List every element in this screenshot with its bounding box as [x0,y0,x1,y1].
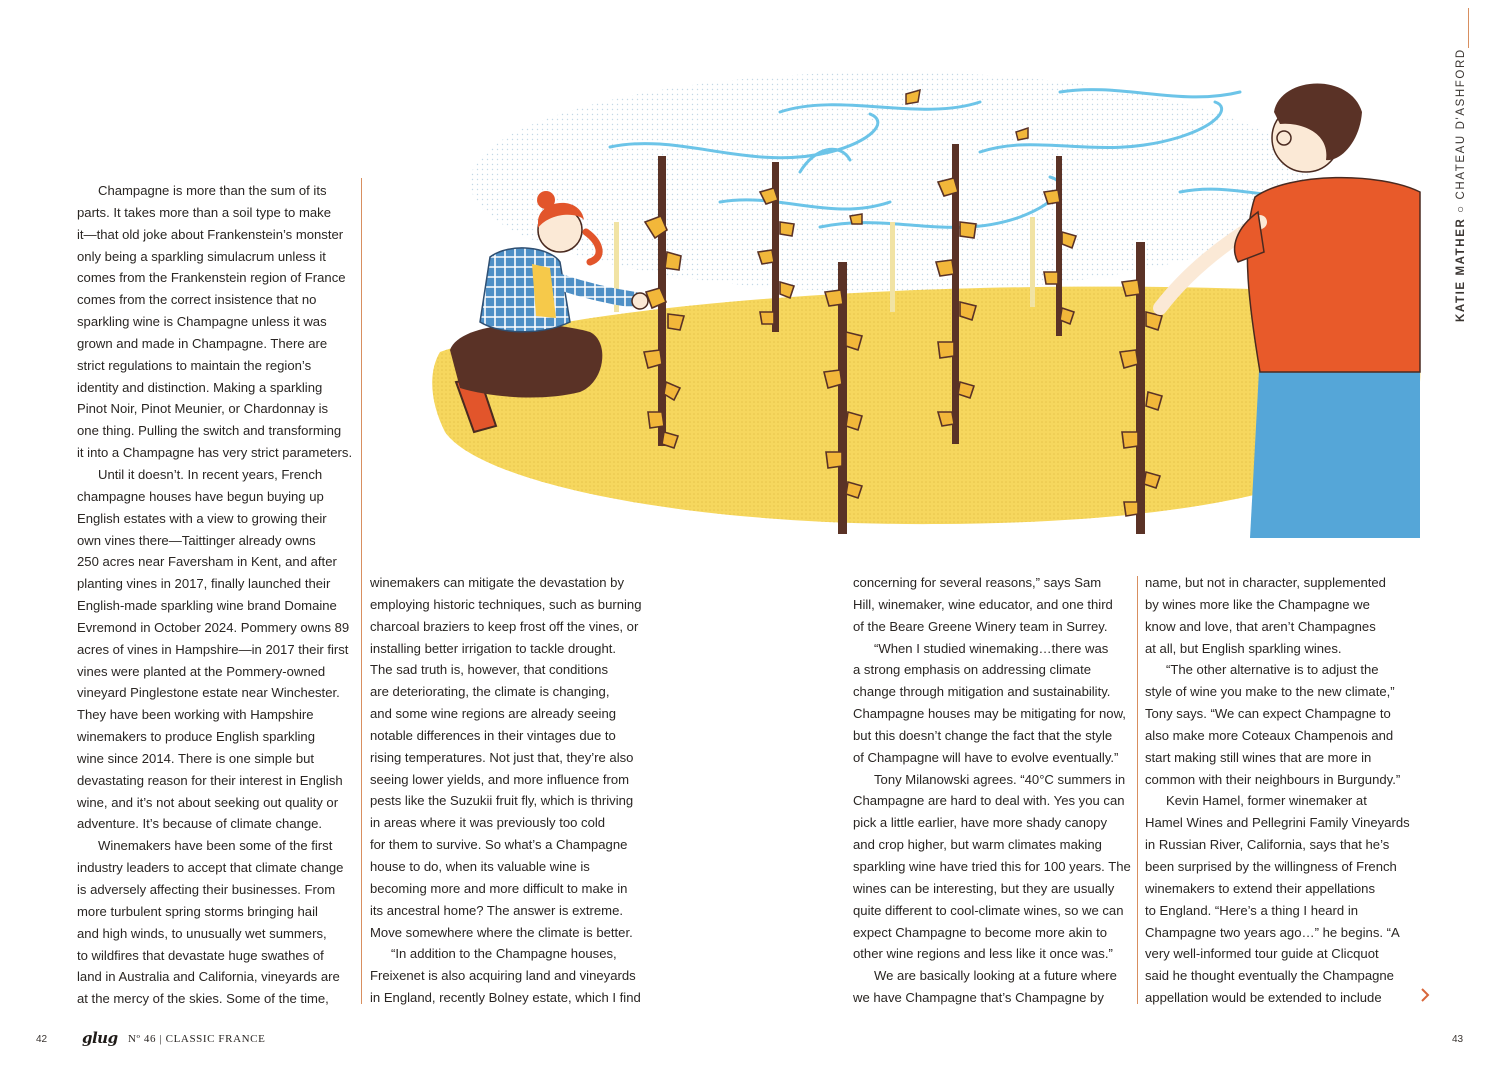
text-line: Tony Milanowski agrees. “40°C summers in [874,771,1126,787]
text-line: pests like the Suzukii fruit fly, which is thriving [370,793,634,809]
text-line: planting vines in 2017, finally launched their [77,576,331,592]
text-line: one thing. Pulling the switch and transforming [77,423,342,439]
paragraph [1145,790,1428,1008]
text-line: comes from the correct insistence that no [77,292,317,308]
text-line: charcoal braziers to keep frost off the vines, or [370,618,639,634]
text-line: installing better irrigation to tackle drought. [370,640,617,656]
text-line: in England, recently Bolney estate, which I find [370,990,641,1006]
text-line: We are basically looking at a future where [874,968,1117,984]
text-line: Hill, winemaker, wine educator, and one third [853,596,1113,612]
text-line: Kevin Hamel, former winemaker at [1166,793,1367,809]
text-line: Freixenet is also acquiring land and vineyards [370,968,636,984]
text-line: adventure. It’s because of climate change. [77,816,323,832]
text-line: in Russian River, California, says that he’s [1145,837,1390,853]
text-line: and high winds, to unusually wet summers, [77,925,327,941]
text-line: sparkling wine have tried this for 100 years. The [853,858,1131,874]
column-rule-3 [1137,576,1138,1004]
paragraph [853,572,1136,638]
text-line: strict regulations to maintain the region’s [77,357,312,373]
text-line: The sad truth is, however, that conditions [370,662,609,678]
text-line: more turbulent spring storms bringing hail [77,903,318,919]
text-line: we have Champagne that’s Champagne by [853,990,1104,1006]
section-name: CLASSIC FRANCE [165,1033,266,1045]
text-line: Champagne two years ago…” he begins. “A [1145,924,1400,940]
text-line: Tony says. “We can expect Champagne to [1145,706,1391,722]
column-rule-1 [361,178,362,1004]
text-line: at the mercy of the skies. Some of the time, [77,991,329,1007]
text-line: Evremond in October 2024. Pommery owns 89 [77,619,350,635]
text-line: is adversely affecting their businesses. From [77,882,336,897]
text-line: other wine regions and less like it once was.” [853,946,1113,962]
text-line: for them to survive. So what’s a Champagne [370,837,628,853]
text-line: a strong emphasis on addressing climate [853,662,1091,678]
credit-rule [1468,8,1469,48]
article-column-1 [77,180,360,1010]
text-line: English estates with a view to growing their [77,510,327,526]
text-line: land in Australia and California, vineyards are [77,969,340,985]
text-line: Champagne houses may be mitigating for now, [853,706,1126,722]
credit-separator: ○ [1455,204,1467,213]
text-line: at all, but English sparkling wines. [1145,640,1342,656]
paragraph [1145,572,1428,659]
issue-divider: | [159,1033,163,1045]
text-line: only being a sparkling simulacrum unless it [77,248,326,264]
text-line: Move somewhere where the climate is better. [370,924,633,940]
text-line: They have been working with Hampshire [77,707,314,723]
text-line: to wildfires that devastate huge swathes of [77,947,324,963]
article-column-3 [853,572,1136,1009]
credit-location: CHATEAU D'ASHFORD [1455,48,1467,200]
text-line: “When I studied winemaking…there was [874,640,1109,656]
magazine-logo: glug [82,1029,118,1047]
text-line: “In addition to the Champagne houses, [391,946,617,962]
illustration-credit [1455,48,1467,322]
paragraph [77,464,360,835]
text-line: of Champagne will have to evolve eventually.” [853,749,1119,765]
issue-number: Nº 46 [128,1033,157,1045]
text-line: Champagne is more than the sum of its [98,183,327,198]
text-line: wine, and it’s not about seeking out quality or [77,794,339,810]
paragraph [853,769,1136,966]
illustrator-name: KATIE MATHER [1455,217,1467,322]
page-number-right: 43 [1452,1034,1464,1045]
text-line: Champagne are hard to deal with. Yes you can [853,793,1125,809]
text-line: been surprised by the willingness of French [1145,858,1397,874]
text-line: very well-informed tour guide at Clicquot [1145,946,1379,962]
text-line: but this doesn’t change the fact that the style [853,727,1113,743]
continue-arrow-icon [1419,986,1431,1004]
text-line: by wines more like the Champagne we [1145,596,1370,612]
text-line: Hamel Wines and Pellegrini Family Vineyards [1145,815,1410,831]
paragraph [1145,659,1428,790]
text-line: rising temperatures. Not just that, they’re also [370,749,634,765]
text-line: comes from the Frankenstein region of France [77,270,346,286]
text-line: Until it doesn’t. In recent years, French [98,466,323,482]
text-line: winemakers can mitigate the devastation by [370,575,625,590]
text-line: in areas where it was previously too cold [370,815,606,831]
text-line: devastating reason for their interest in English [77,772,343,788]
text-line: parts. It takes more than a soil type to make [77,204,331,220]
text-line: style of wine you make to the new climate,” [1145,684,1395,700]
text-line: winemakers to extend their appellations [1145,880,1375,896]
text-line: English-made sparkling wine brand Domaine [77,598,337,614]
text-line: grown and made in Champagne. There are [77,335,328,351]
text-line: wines can be interesting, but they are usually [853,880,1115,896]
text-line: expect Champagne to become more akin to [853,924,1108,940]
text-line: are deteriorating, the climate is changing, [370,684,610,700]
text-line: common with their neighbours in Burgundy.” [1145,771,1401,787]
paragraph [77,835,360,1010]
paragraph [370,572,653,943]
text-line: seeing lower yields, and more influence from [370,771,630,787]
text-line: name, but not in character, supplemented [1145,575,1386,590]
text-line: wine since 2014. There is one simple but [77,750,315,766]
text-line: own vines there—Taittinger already owns [77,532,316,548]
text-line: its ancestral home? The answer is extreme. [370,902,624,918]
text-line: house to do, when its valuable wine is [370,858,590,874]
text-line: quite different to cool-climate wines, so we can [853,902,1124,918]
text-line: sparkling wine is Champagne unless it was [77,314,327,330]
text-line: notable differences in their vintages due to [370,727,616,743]
text-line: said he thought eventually the Champagne [1145,968,1394,984]
text-line: industry leaders to accept that climate change [77,860,344,876]
paragraph [853,638,1136,769]
text-line: and some wine regions are already seeing [370,706,617,722]
article-column-4 [1145,572,1428,1009]
text-line: appellation would be extended to include [1145,990,1382,1006]
issue-line [128,1033,265,1045]
text-line: it into a Champagne has very strict parameters. [77,445,353,461]
text-line: Pinot Noir, Pinot Meunier, or Chardonnay is [77,401,329,417]
text-line: start making still wines that are more in [1145,749,1372,765]
text-line: Winemakers have been some of the first [98,838,333,854]
text-line: acres of vines in Hampshire—in 2017 their first [77,641,349,657]
text-line: vines were planted at the Pommery-owned [77,663,326,679]
text-line: and crop higher, but warm climates making [853,837,1102,853]
text-line: “The other alternative is to adjust the [1166,662,1379,678]
text-line: vineyard Pinglestone estate near Winchester. [77,685,340,701]
text-line: champagne houses have begun buying up [77,488,324,504]
text-line: becoming more and more difficult to make in [370,880,628,896]
text-line: employing historic techniques, such as burning [370,596,642,612]
text-line: of the Beare Greene Winery team in Surrey. [853,618,1108,634]
text-line: change through mitigation and sustainability. [853,684,1111,700]
text-line: identity and distinction. Making a sparkling [77,379,323,395]
paragraph [77,180,360,464]
vineyard-illustration [420,52,1432,538]
text-line: pick a little earlier, have more shady canopy [853,815,1108,831]
text-line: also make more Coteaux Champenois and [1145,727,1394,743]
article-column-2 [370,572,653,1009]
text-line: 250 acres near Faversham in Kent, and after [77,554,337,570]
text-line: to England. “Here’s a thing I heard in [1145,902,1359,918]
text-line: it—that old joke about Frankenstein’s monster [77,226,344,242]
page-number-left: 42 [36,1034,48,1045]
text-line: know and love, that aren’t Champagnes [1145,618,1376,634]
text-line: concerning for several reasons,” says Sam [853,575,1102,590]
paragraph [370,943,653,1009]
paragraph [853,965,1136,1009]
text-line: winemakers to produce English sparkling [77,729,315,745]
